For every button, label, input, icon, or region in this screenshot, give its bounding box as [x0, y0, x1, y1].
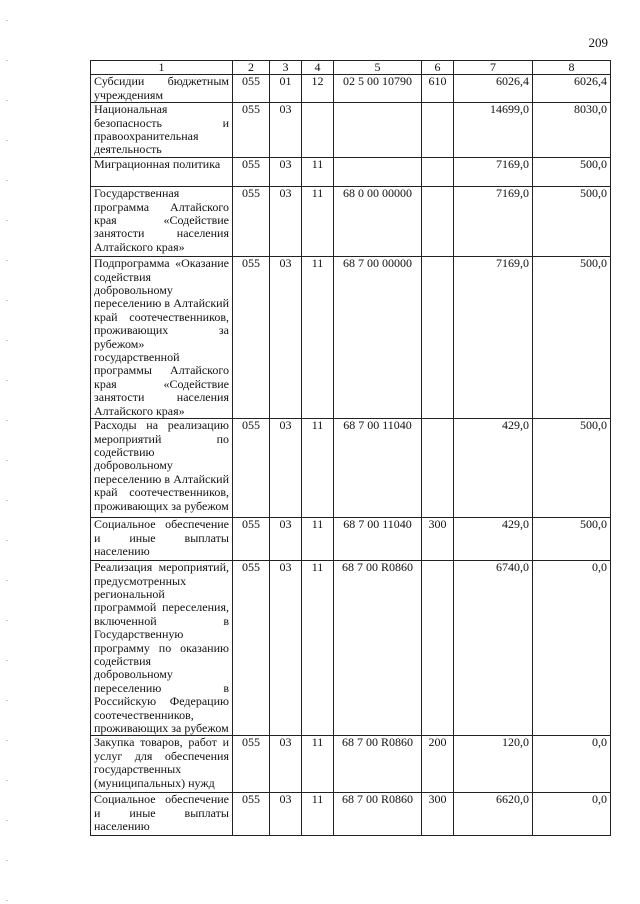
amount-col8: 500,0 [533, 419, 611, 518]
column-header: 4 [302, 61, 334, 75]
subsection-code: 11 [302, 736, 334, 793]
item-name: Расходы на реализацию мероприятий по содействию добровольному переселению в Алтайский край соотечественников, проживающих за рубежом [91, 419, 233, 518]
table-row [91, 187, 611, 257]
table-row [91, 419, 611, 518]
budget-table [90, 60, 611, 836]
subsection-code: 11 [302, 158, 334, 187]
amount-col8: 500,0 [533, 187, 611, 257]
target-code [334, 158, 422, 187]
admin-code: 055 [233, 257, 270, 419]
column-header: 1 [91, 61, 233, 75]
amount-col8: 500,0 [533, 518, 611, 561]
subsection-code: 11 [302, 419, 334, 518]
item-name: Социальное обеспечение и иные выплаты населению [91, 793, 233, 836]
section-code: 01 [270, 75, 302, 103]
section-code: 03 [270, 793, 302, 836]
amount-col8: 8030,0 [533, 103, 611, 158]
amount-col7: 429,0 [454, 518, 533, 561]
table-row [91, 518, 611, 561]
expense-type-code: 200 [422, 736, 454, 793]
section-code: 03 [270, 187, 302, 257]
table-row [91, 158, 611, 187]
admin-code: 055 [233, 187, 270, 257]
item-name: Подпрограмма «Оказание содействия добровольному переселению в Алтайский край соотечественников, проживающих за рубежом» государственной программы Алтайского края «Содействие занятости населения Алтайского края» [91, 257, 233, 419]
expense-type-code [422, 103, 454, 158]
target-code: 02 5 00 10790 [334, 75, 422, 103]
table-row [91, 75, 611, 103]
subsection-code: 11 [302, 793, 334, 836]
admin-code: 055 [233, 561, 270, 736]
subsection-code: 11 [302, 187, 334, 257]
header-row [91, 61, 611, 75]
target-code: 68 7 00 00000 [334, 257, 422, 419]
expense-type-code [422, 158, 454, 187]
amount-col7: 7169,0 [454, 187, 533, 257]
section-code: 03 [270, 736, 302, 793]
column-header: 2 [233, 61, 270, 75]
table-row [91, 793, 611, 836]
column-header: 6 [422, 61, 454, 75]
admin-code: 055 [233, 793, 270, 836]
section-code: 03 [270, 257, 302, 419]
subsection-code [302, 103, 334, 158]
amount-col7: 14699,0 [454, 103, 533, 158]
amount-col7: 6740,0 [454, 561, 533, 736]
item-name: Реализация мероприятий, предусмотренных региональной программой переселения, включенной в Государственную программу по оказанию содействия добровольному переселению в Российскую Федерацию соотечественников, проживающих за рубежом [91, 561, 233, 736]
section-code: 03 [270, 103, 302, 158]
page-number: 209 [588, 35, 608, 50]
scan-edge-marks [6, 0, 8, 904]
amount-col8: 0,0 [533, 561, 611, 736]
expense-type-code [422, 561, 454, 736]
item-name: Миграционная политика [91, 158, 233, 187]
expense-type-code: 610 [422, 75, 454, 103]
column-header: 8 [533, 61, 611, 75]
amount-col8: 6026,4 [533, 75, 611, 103]
amount-col8: 500,0 [533, 257, 611, 419]
target-code: 68 7 00 R0860 [334, 736, 422, 793]
target-code: 68 7 00 R0860 [334, 561, 422, 736]
amount-col8: 0,0 [533, 793, 611, 836]
amount-col7: 120,0 [454, 736, 533, 793]
column-header: 3 [270, 61, 302, 75]
item-name: Субсидии бюджетным учреждениям [91, 75, 233, 103]
section-code: 03 [270, 518, 302, 561]
admin-code: 055 [233, 158, 270, 187]
column-header: 7 [454, 61, 533, 75]
target-code: 68 7 00 R0860 [334, 793, 422, 836]
expense-type-code [422, 187, 454, 257]
item-name: Государственная программа Алтайского края «Содействие занятости населения Алтайского края» [91, 187, 233, 257]
amount-col7: 7169,0 [454, 257, 533, 419]
subsection-code: 11 [302, 518, 334, 561]
admin-code: 055 [233, 736, 270, 793]
expense-type-code: 300 [422, 518, 454, 561]
section-code: 03 [270, 158, 302, 187]
target-code: 68 7 00 11040 [334, 419, 422, 518]
subsection-code: 12 [302, 75, 334, 103]
amount-col8: 500,0 [533, 158, 611, 187]
expense-type-code [422, 257, 454, 419]
amount-col8: 0,0 [533, 736, 611, 793]
table-row [91, 257, 611, 419]
table-row [91, 561, 611, 736]
item-name: Социальное обеспечение и иные выплаты населению [91, 518, 233, 561]
section-code: 03 [270, 419, 302, 518]
expense-type-code: 300 [422, 793, 454, 836]
admin-code: 055 [233, 518, 270, 561]
admin-code: 055 [233, 75, 270, 103]
table-row [91, 103, 611, 158]
admin-code: 055 [233, 419, 270, 518]
target-code: 68 0 00 00000 [334, 187, 422, 257]
item-name: Национальная безопасность и правоохранительная деятельность [91, 103, 233, 158]
subsection-code: 11 [302, 561, 334, 736]
item-name: Закупка товаров, работ и услуг для обеспечения государственных (муниципальных) нужд [91, 736, 233, 793]
table-row [91, 736, 611, 793]
amount-col7: 7169,0 [454, 158, 533, 187]
admin-code: 055 [233, 103, 270, 158]
amount-col7: 429,0 [454, 419, 533, 518]
subsection-code: 11 [302, 257, 334, 419]
section-code: 03 [270, 561, 302, 736]
amount-col7: 6026,4 [454, 75, 533, 103]
target-code: 68 7 00 11040 [334, 518, 422, 561]
expense-type-code [422, 419, 454, 518]
amount-col7: 6620,0 [454, 793, 533, 836]
column-header: 5 [334, 61, 422, 75]
target-code [334, 103, 422, 158]
